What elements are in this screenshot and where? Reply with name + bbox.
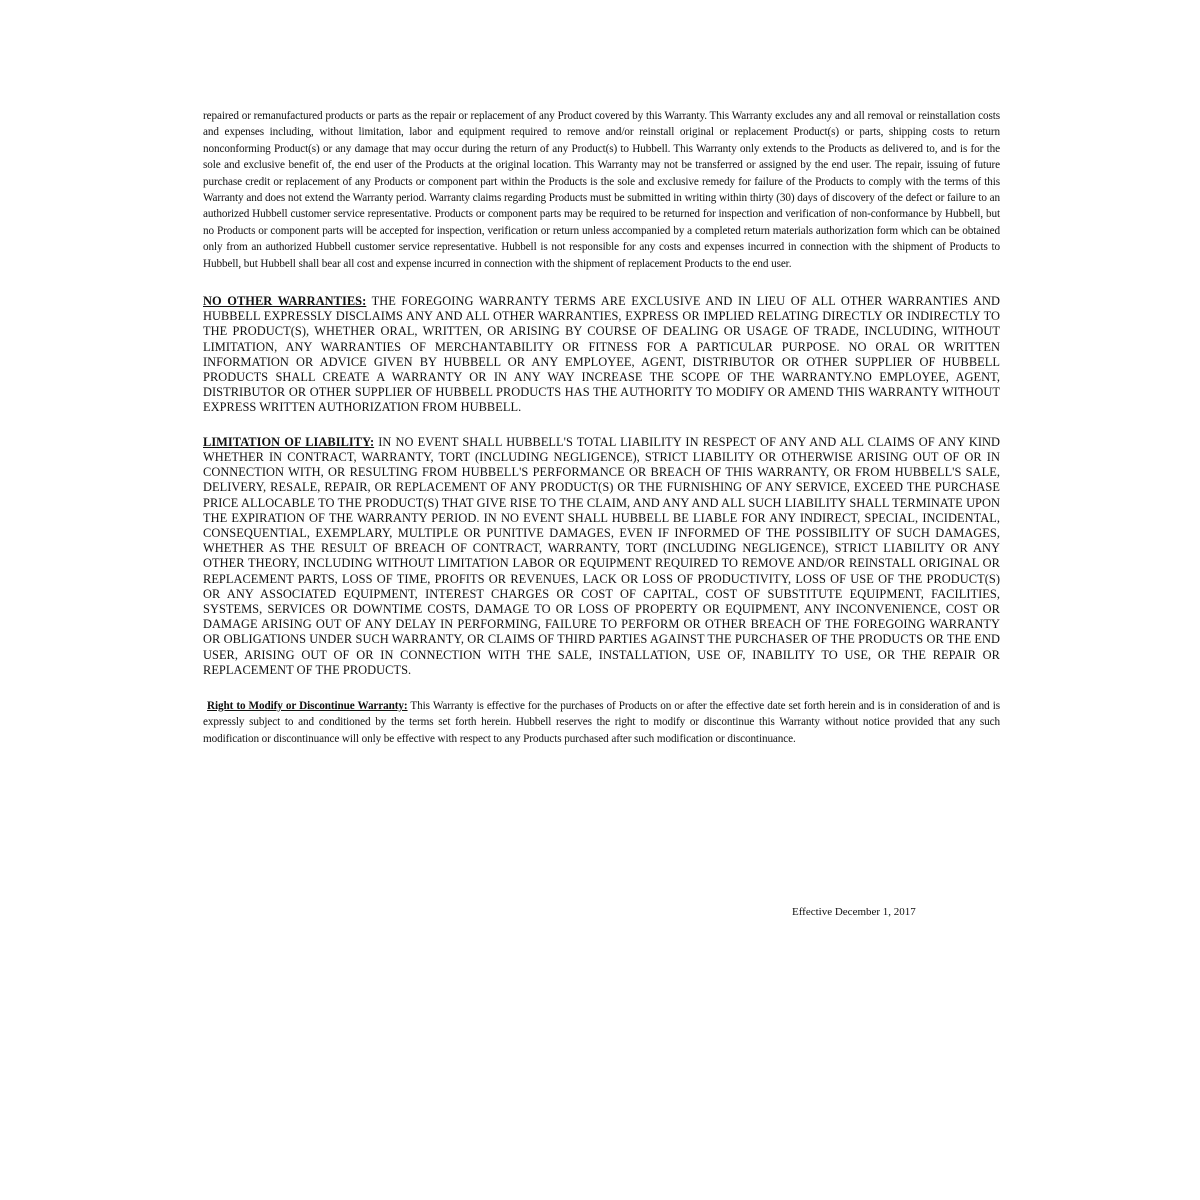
- right-to-modify-section: [203, 698, 1000, 747]
- limitation-of-liability-body: IN NO EVENT SHALL HUBBELL'S TOTAL LIABILITY IN RESPECT OF ANY AND ALL CLAIMS OF ANY KIND WHETHER IN CONTRACT, WARRANTY, TORT (INCLUDING NEGLIGENCE), STRICT LIABILITY OR OTHERWISE ARISING OUT OF OR IN CONNECTION WITH, OR RESULTING FROM HUBBELL'S PERFORMANCE OR BREACH OF THIS WARRANTY, OR FROM HUBBELL'S SALE, DELIVERY, RESALE, REPAIR, OR REPLACEMENT OF ANY PRODUCT(S) OR THE FURNISHING OF ANY SERVICE, EXCEED THE PURCHASE PRICE ALLOCABLE TO THE PRODUCT(S) THAT GIVE RISE TO THE CLAIM, AND ANY AND ALL SUCH LIABILITY SHALL TERMINATE UPON THE EXPIRATION OF THE WARRANTY PERIOD. IN NO EVENT SHALL HUBBELL BE LIABLE FOR ANY INDIRECT, SPECIAL, INCIDENTAL, CONSEQUENTIAL, EXEMPLARY, MULTIPLE OR PUNITIVE DAMAGES, EVEN IF INFORMED OF THE POSSIBILITY OF SUCH DAMAGES, WHETHER AS THE RESULT OF BREACH OF CONTRACT, WARRANTY, TORT (INCLUDING NEGLIGENCE), STRICT LIABILITY OR ANY OTHER THEORY, INCLUDING WITHOUT LIMITATION LABOR OR EQUIPMENT REQUIRED TO REMOVE AND/OR REINSTALL ORIGINAL OR REPLACEMENT PARTS, LOSS OF TIME, PROFITS OR REVENUES, LACK OR LOSS OF PRODUCTIVITY, LOSS OF USE OF THE PRODUCT(S) OR ANY ASSOCIATED EQUIPMENT, INTEREST CHARGES OR COST OF CAPITAL, COST OF SUBSTITUTE EQUIPMENT, FACILITIES, SYSTEMS, SERVICES OR DOWNTIME COSTS, DAMAGE TO OR LOSS OF PROPERTY OR EQUIPMENT, ANY INCONVENIENCE, COST OR DAMAGE ARISING OUT OF ANY DELAY IN PERFORMING, FAILURE TO PERFORM OR OTHER BREACH OF THE FOREGOING WARRANTY OR OBLIGATIONS UNDER SUCH WARRANTY, OR CLAIMS OF THIRD PARTIES AGAINST THE PURCHASER OF THE PRODUCTS OR THE END USER, ARISING OUT OF OR IN CONNECTION WITH THE SALE, INSTALLATION, USE OF, INABILITY TO USE, OR THE REPAIR OR REPLACEMENT OF THE PRODUCTS.: [203, 434, 1000, 677]
- right-to-modify-body: This Warranty is effective for the purchases of Products on or after the effective date set forth herein and is in consideration of and is expressly subject to and conditioned by the terms set forth herein. Hubbell reserves the right to modify or discontinue this Warranty without notice provided that any such modification or discontinuance will only be effective with respect to any Products purchased after such modification or discontinuance.: [203, 699, 1000, 745]
- warranty-document: [203, 108, 1000, 747]
- no-other-warranties-section: [203, 294, 1000, 416]
- right-to-modify-heading: Right to Modify or Discontinue Warranty:: [207, 699, 408, 712]
- limitation-of-liability-section: [203, 435, 1000, 678]
- no-other-warranties-body: THE FOREGOING WARRANTY TERMS ARE EXCLUSIVE AND IN LIEU OF ALL OTHER WARRANTIES AND HUBBELL EXPRESSLY DISCLAIMS ANY AND ALL OTHER WARRANTIES, EXPRESS OR IMPLIED RELATING DIRECTLY OR INDIRECTLY TO THE PRODUCT(S), WHETHER ORAL, WRITTEN, OR ARISING BY COURSE OF DEALING OR USAGE OF TRADE, INCLUDING, WITHOUT LIMITATION, ANY WARRANTIES OF MERCHANTABILITY OR FITNESS FOR A PARTICULAR PURPOSE. NO ORAL OR WRITTEN INFORMATION OR ADVICE GIVEN BY HUBBELL OR ANY EMPLOYEE, AGENT, DISTRIBUTOR OR OTHER SUPPLIER OF HUBBELL PRODUCTS SHALL CREATE A WARRANTY OR IN ANY WAY INCREASE THE SCOPE OF THE WARRANTY.NO EMPLOYEE, AGENT, DISTRIBUTOR OR OTHER SUPPLIER OF HUBBELL PRODUCTS HAS THE AUTHORITY TO MODIFY OR AMEND THIS WARRANTY WITHOUT EXPRESS WRITTEN AUTHORIZATION FROM HUBBELL.: [203, 294, 1000, 415]
- warranty-intro-paragraph: repaired or remanufactured products or parts as the repair or replacement of any Product covered by this Warranty. This Warranty excludes any and all removal or reinstallation costs and expenses including, without limitation, labor and equipment required to remove and/or reinstall original or replacement Product(s) or parts, shipping costs to return nonconforming Product(s) or any damage that may occur during the return of any Product(s) to Hubbell. This Warranty only extends to the Products as delivered to, and is for the sole and exclusive benefit of, the end user of the Products at the original location. This Warranty may not be transferred or assigned by the end user. The repair, issuing of future purchase credit or replacement of any Products or component part within the Products is the sole and exclusive remedy for failure of the Products to comply with the terms of this Warranty and does not extend the Warranty period. Warranty claims regarding Products must be submitted in writing within thirty (30) days of discovery of the defect or failure to an authorized Hubbell customer service representative. Products or component parts may be required to be returned for inspection and verification of non-conformance by Hubbell, but no Products or component parts will be accepted for inspection, verification or return unless accompanied by a completed return materials authorization form which can be obtained only from an authorized Hubbell customer service representative. Hubbell is not responsible for any costs and expenses incurred in connection with the shipment of Products to Hubbell, but Hubbell shall bear all cost and expense incurred in connection with the shipment of replacement Products to the end user.: [203, 110, 1000, 270]
- effective-date: Effective December 1, 2017: [792, 906, 916, 918]
- limitation-of-liability-heading: LIMITATION OF LIABILITY:: [203, 434, 375, 449]
- no-other-warranties-heading: NO OTHER WARRANTIES:: [203, 294, 367, 309]
